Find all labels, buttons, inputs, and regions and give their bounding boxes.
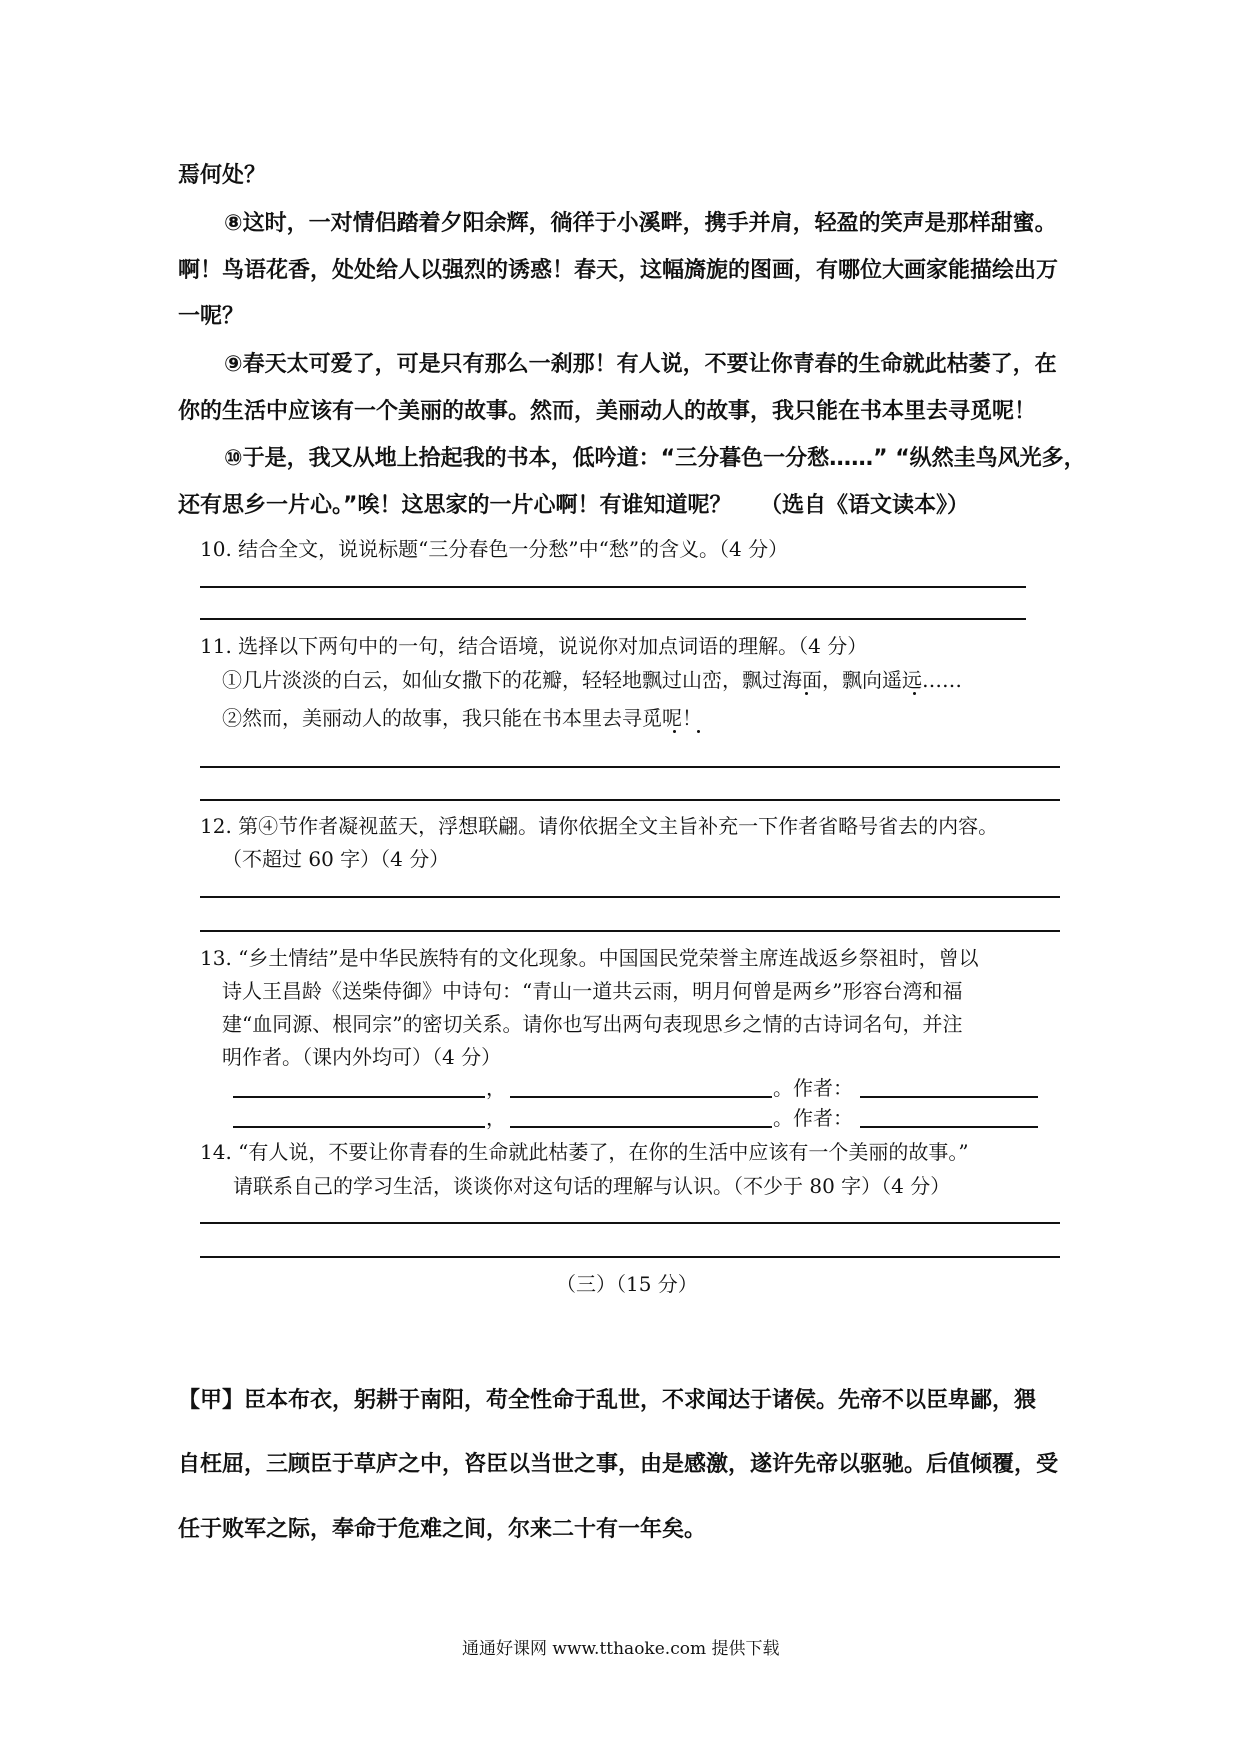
question-12-line1: 12. 第④节作者凝视蓝天，浮想联翩。请你依据全文主旨补充一下作者省略号省去的内容。	[200, 814, 999, 838]
passage-p9-line2: 你的生活中应该有一个美丽的故事。然而，美丽动人的故事，我只能在书本里去寻觅呢！	[178, 399, 1037, 424]
question-13-line3: 建“血同源、根同宗”的密切关系。请你也写出两句表现思乡之情的古诗词名句，并注	[222, 1012, 963, 1036]
page-footer: 通通好课网 www.tthaoke.com 提供下载	[462, 1639, 780, 1659]
answer-line	[200, 799, 1060, 801]
passage-p10-line1: ⑩于是，我又从地上拾起我的书本，低吟道：“三分暮色一分愁……” “纵然圭鸟风光多，	[224, 446, 1086, 471]
answer-line	[200, 618, 1026, 620]
poem-blank	[233, 1126, 485, 1128]
emphasis-dot	[913, 692, 916, 695]
question-13-line4: 明作者。（课内外均可）（4 分）	[222, 1045, 502, 1069]
emphasis-dot	[697, 730, 700, 733]
poem-blank	[510, 1126, 772, 1128]
question-11-option-1: ①几片淡淡的白云，如仙女撒下的花瓣，轻轻地飘过山峦，飘过海面，飘向遥远……	[222, 668, 962, 692]
passage-p9-line1: ⑨春天太可爱了，可是只有那么一刹那！有人说，不要让你青春的生命就此枯萎了，在	[224, 352, 1057, 377]
comma: ，	[486, 1076, 506, 1100]
passage-p8-line2: 啊！鸟语花香，处处给人以强烈的诱惑！春天，这幅旖旎的图画，有哪位大画家能描绘出万	[178, 258, 1059, 283]
passage-p8-line3: 一呢？	[178, 304, 245, 329]
comma: ，	[486, 1106, 506, 1130]
emphasis-dot	[805, 692, 808, 695]
question-14-line2: 请联系自己的学习生活，谈谈你对这句话的理解与认识。（不少于 80 字）（4 分）	[233, 1174, 951, 1198]
jia-passage-line1: 【甲】臣本布衣，躬耕于南阳，苟全性命于乱世，不求闻达于诸侯。先帝不以臣卑鄙，猥	[178, 1388, 1037, 1413]
passage-p10-line2: 还有思乡一片心。”唉！这思家的一片心啊！有谁知道呢？	[178, 493, 732, 518]
passage-p7-tail: 焉何处？	[178, 163, 267, 188]
answer-line	[200, 896, 1060, 898]
author-label: 。作者：	[773, 1076, 853, 1100]
question-10: 10. 结合全文，说说标题“三分春色一分愁”中“愁”的含义。（4 分）	[200, 537, 789, 561]
jia-passage-line2: 自枉屈，三顾臣于草庐之中，咨臣以当世之事，由是感激，遂许先帝以驱驰。后值倾覆，受	[178, 1452, 1059, 1477]
question-14-line1: 14. “有人说，不要让你青春的生命就此枯萎了，在你的生活中应该有一个美丽的故事。”	[200, 1140, 969, 1164]
answer-line	[200, 1256, 1060, 1258]
passage-source: （选自《语文读本》）	[760, 493, 970, 518]
answer-line	[200, 930, 1060, 932]
question-11: 11. 选择以下两句中的一句，结合语境，说说你对加点词语的理解。（4 分）	[200, 634, 868, 658]
author-blank	[860, 1096, 1038, 1098]
question-13-line2: 诗人王昌龄《送柴侍御》中诗句：“青山一道共云雨，明月何曾是两乡”形容台湾和福	[222, 979, 963, 1003]
emphasis-dot	[673, 730, 676, 733]
answer-line	[200, 766, 1060, 768]
answer-line	[200, 1222, 1060, 1224]
jia-passage-line3: 任于败军之际，奉命于危难之间，尔来二十有一年矣。	[178, 1517, 707, 1542]
author-blank	[860, 1126, 1038, 1128]
poem-blank	[233, 1096, 485, 1098]
question-11-option-2: ②然而，美丽动人的故事，我只能在书本里去寻觅呢！	[222, 706, 702, 730]
question-12-line2: （不超过 60 字）（4 分）	[222, 847, 450, 871]
question-13-line1: 13. “乡土情结”是中华民族特有的文化现象。中国国民党荣誉主席连战返乡祭祖时，曾以	[200, 946, 979, 970]
section-heading: （三）（15 分）	[556, 1272, 698, 1296]
author-label: 。作者：	[773, 1106, 853, 1130]
poem-blank	[510, 1096, 772, 1098]
passage-p8-line1: ⑧这时，一对情侣踏着夕阳余辉，徜徉于小溪畔，携手并肩，轻盈的笑声是那样甜蜜。	[224, 211, 1057, 236]
answer-line	[200, 586, 1026, 588]
